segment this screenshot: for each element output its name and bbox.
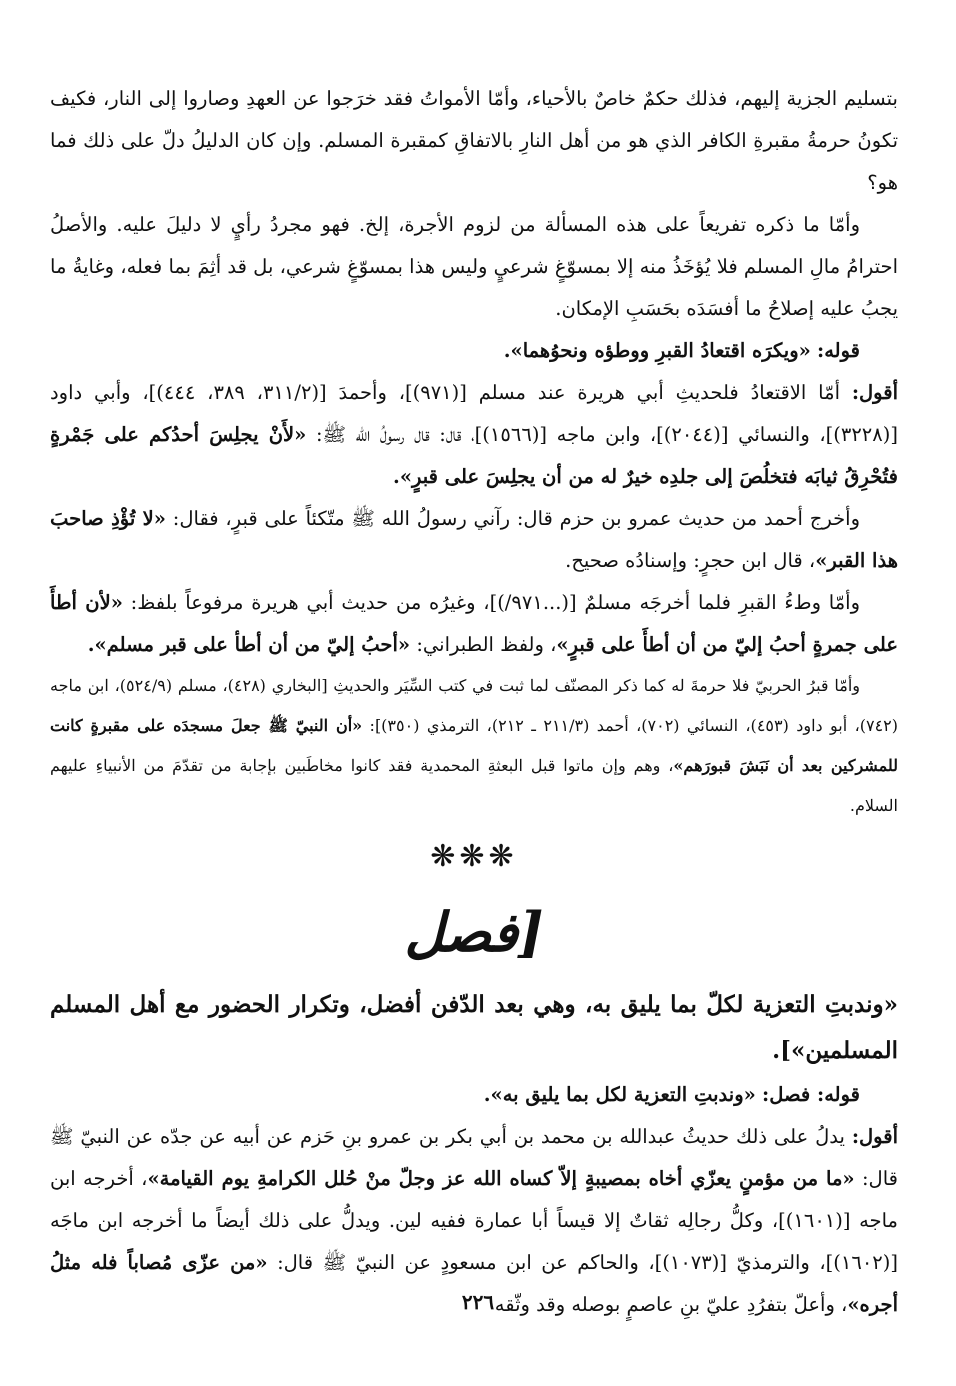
- paragraph-5-text: وأمّا وطءُ القبرِ فلما أخرجَه مسلمٌ [(...٩٧١/)]، وغيرُه من حديث أبي هريرة مرفوعاً بلفظ:: [130, 591, 861, 614]
- paragraph-7-tail: ، وأعلّ بتفرُدِ عليّ بنِ عاصمٍ بوصله وقد وثّقه: [494, 1293, 848, 1316]
- paragraph-1: بتسليم الجزية إليهم، فذلك حكمٌ خاصٌ بالأحياء، وأمّا الأمواتُ فقد خرَجوا عن العهدِ وصاروا إلى النار، فكيف تكونُ حرمةُ مقبرةِ الكافر الذي هو من أهل النارِ بالاتفاقِ كمقبرة المسلم. وإن كان الدليلُ دلّ على ذلك فما هو؟: [50, 87, 898, 194]
- paragraph-6: [50, 666, 898, 826]
- paragraph-6-hadith: «أن النبيّ ﷺ جعلَ مسجدَه على مقبرةٍ كانت للمشركين بعد أن نَبَشَ قبورَهم»: [50, 716, 898, 775]
- paragraph-5-hadith-1: «لأن أطأَ على جمرةٍ أحبُ إليّ من أن أطأَ على قبرٍ»: [50, 591, 898, 656]
- quote-1-text: «ويكرَه اقتعادُ القبرِ ووطؤه ونحوُهما».: [503, 339, 811, 362]
- paragraph-3-label: أقول:: [851, 381, 898, 404]
- paragraph-7-hadith-2: «من عزّى مُصاباً فله مثلُ أجره»: [50, 1251, 898, 1316]
- quote-1: [50, 330, 898, 372]
- matn-text: «وندبتِ التعزية لكلّ بما يليق به، وهي بعد الدّفن أفضل، وتكرار الحضور مع أهل المسلم المسلمين»].: [50, 991, 898, 1064]
- paragraph-4-hadith: «لا تُؤْذِ صاحبَ هذا القبر»: [50, 507, 898, 572]
- paragraph-5: [50, 582, 898, 666]
- paragraph-6-tail: ، وهم وإن ماتوا قبل البعثةِ المحمدية فقد كانوا مخاطَبين بإجابة من تقدّمَ من الأنبياءِ عليهم السلام.: [50, 756, 898, 815]
- paragraph-3-hadith: «لأَنْ يجلِسَ أحدُكم على جَمْرةٍ فتُحْرِقُ ثيابَه فتخلُصَ إلى جلدِه خيرٌ له من أن يجلِسَ على قبرٍ».: [50, 423, 898, 488]
- section-separator: ❋❋❋: [430, 839, 518, 874]
- paragraph-4-text: وأخرج أحمد من حديث عمرو بن حزم قال: رآني رسولُ الله ﷺ متّكئاً على قبرٍ، فقال:: [172, 507, 860, 530]
- section-heading: [فصل: [404, 900, 544, 964]
- paragraph-6-text: وأمّا قبرُ الحربيّ فلا حرمةَ له كما ذكر المصنّف لما ثبت في كتب السِّيَر والحديثِ [البخاري (٤٢٨)، مسلم (٥٢٤/٩)، ابن ماجه (٧٤٢)، أبو داود (٤٥٣)، النسائي (٧٠٢)، أحمد (٢١١/٣ ـ ٢١٢)، الترمذي (٣٥٠)]:: [50, 676, 899, 735]
- paragraph-7-hadith-1: «ما من مؤمنٍ يعزّي أخاه بمصيبةٍ إلاّ كساه الله عز وجلّ منْ حُلل الكرامةِ يوم القيامة»: [147, 1167, 855, 1190]
- paragraph-3-text: أمّا الاقتعادُ فلحديثِ أبي هريرة عند مسلم [(٩٧١)]، وأحمدَ [(٣١١/٢، ٣٨٩، ٤٤٤)]، وأبي داود [(٣٢٢٨)]، والنسائي [(٢٠٤٤)]، وابن ماجه [(١٥٦٦)]، قال: قال رسولُ الله ﷺ:: [50, 381, 898, 446]
- paragraph-4: [50, 498, 898, 582]
- quote-2-text: «وندبتِ التعزية لكل بما يليق به».: [483, 1083, 756, 1106]
- paragraph-5-mid: ، ولفظ الطبراني:: [416, 633, 557, 656]
- section-heading-wrap: [50, 890, 898, 974]
- page-number: ٢٢٦: [461, 1290, 495, 1314]
- paragraph-5-hadith-2: «أحبُ إليّ من أن أطأ على قبر مسلم».: [87, 633, 411, 656]
- paragraph-2: وأمّا ما ذكره تفريعاً على هذه المسألة من لزوم الأجرة، إلخ. فهو مجردُ رأيٍ لا دليلَ عليه. والأصلُ احترامُ مالِ المسلم فلا يُؤخَذُ منه إلا بمسوّغٍ شرعيٍ وليس هذا بمسوّغٍ شرعي، بل قد أثِمَ بما فعله، وغايةُ ما يجبُ عليه إصلاحُ ما أفسَدَه بحَسَبِ الإمكان.: [50, 213, 898, 320]
- quote-2-label: قوله: فصل:: [762, 1083, 860, 1106]
- paragraph-7-text: يدلُ على ذلك حديثُ عبدالله بن محمد بن أبي بكر بن عمرو بنِ حَزم عن أبيه عن جدّه عن النبيّ ﷺ قال:: [50, 1125, 898, 1190]
- paragraph-7-mid: ، أخرجه ابن ماجه [(١٦٠١)]، وكلُّ رجالِه ثقاتٌ إلا قيساً أبا عمارة ففيه لين. ويدلُّ على ذلك أيضاً ما أخرجه ابن ماجَه [(١٦٠٢)]، والترمذيّ [(١٠٧٣)]، والحاكم عن ابن مسعودٍ عن النبيّ ﷺ قال:: [50, 1167, 898, 1274]
- paragraph-7-label: أقول:: [851, 1125, 898, 1148]
- paragraph-3: [50, 372, 898, 498]
- quote-1-label: قوله:: [817, 339, 860, 362]
- quote-2: [50, 1074, 898, 1116]
- paragraph-4-tail: ، قال ابن حجرٍ: وإسنادُه صحيح.: [565, 549, 816, 572]
